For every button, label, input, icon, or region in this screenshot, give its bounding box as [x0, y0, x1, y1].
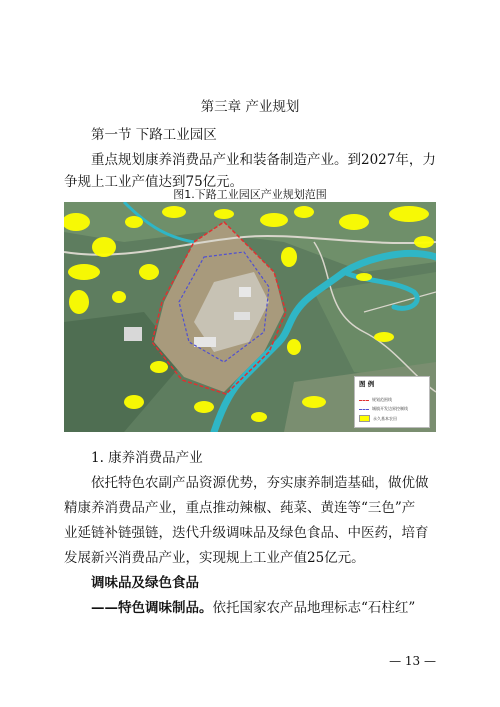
intro-line: 重点规划康养消费品产业和装备制造产业。到2027年，力 — [91, 152, 436, 168]
bold-heading: 调味品及绿色食品 — [91, 575, 199, 591]
paragraph-line: 发展新兴消费品产业，实现规上工业产值25亿元。 — [64, 550, 365, 566]
blue-dashed-line-icon — [359, 409, 369, 410]
paragraph-line: 依托特色农副产品资源优势，夯实康养制造基础，做优做 — [91, 475, 429, 491]
chapter-title: 第三章 产业规划 — [200, 99, 300, 115]
legend-label: 规划范围线 — [372, 397, 392, 402]
red-dashed-line-icon — [359, 400, 369, 401]
paragraph-line: 精康养消费品产业，重点推动辣椒、莼菜、黄连等“三色”产 — [64, 500, 416, 516]
legend-item — [359, 415, 397, 422]
legend-label: 永久基本农田 — [373, 415, 397, 421]
last-line-rest: 依托国家农产品地理标志“石柱红” — [212, 600, 416, 616]
map-legend — [354, 376, 430, 428]
intro-line: 争规上工业产值达到75亿元。 — [64, 174, 244, 190]
legend-item — [359, 397, 392, 403]
legend-item — [359, 406, 408, 412]
yellow-fill-swatch-icon — [359, 415, 370, 422]
paragraph-line: 业延链补链强链，迭代升级调味品及绿色食品、中医药，培育 — [64, 525, 429, 541]
legend-title: 图 例 — [359, 380, 375, 388]
legend-label: 城镇开发边界控制线 — [372, 406, 408, 411]
page-number: — 13 — — [389, 654, 436, 668]
subsection-title: 1. 康养消费品产业 — [91, 450, 203, 466]
industrial-park-planning-map — [64, 202, 436, 432]
last-line — [91, 596, 415, 616]
figure-caption: 图1.下路工业园区产业规划范围 — [173, 188, 327, 201]
section-title: 第一节 下路工业园区 — [91, 127, 217, 143]
last-line-bold-lead: ——特色调味制品。 — [91, 600, 213, 616]
